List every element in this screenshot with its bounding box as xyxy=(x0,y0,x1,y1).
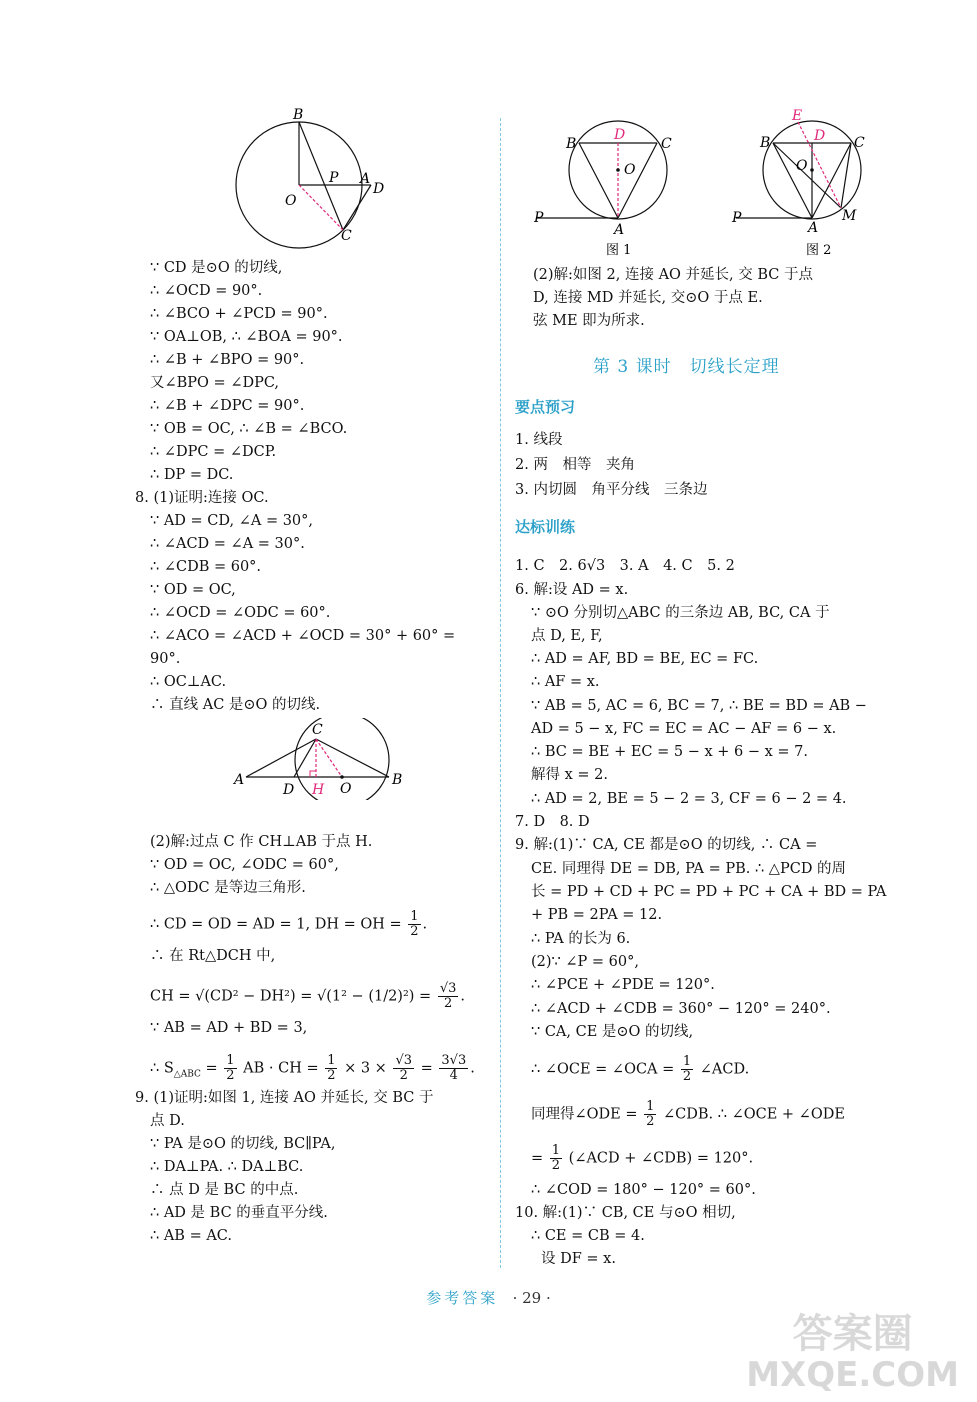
text-line: + PB = 2PA = 12. xyxy=(531,907,663,923)
watermark xyxy=(746,1312,959,1394)
text-line: ∴ ∠DPC = ∠DCP. xyxy=(150,444,277,460)
text-line: ∵ OB = OC, ∴ ∠B = ∠BCO. xyxy=(150,421,348,437)
text-line: (2)∵ ∠P = 60°, xyxy=(531,954,639,970)
text-line: ∵ AB = 5, AC = 6, BC = 7, ∴ BE = BD = AB − xyxy=(531,698,867,714)
label-P: P xyxy=(732,210,742,226)
label-A: A xyxy=(360,171,371,187)
label-D: D xyxy=(373,181,385,197)
text-line: ∴ CD = OD = AD = 1, DH = OH = $\frac{1}{2}$ . xyxy=(150,909,428,939)
footer-label: 参考答案 xyxy=(426,1289,499,1307)
figure-1 xyxy=(528,118,688,260)
text-line xyxy=(531,1144,753,1173)
caption: 图 1 xyxy=(606,243,632,258)
text-line: ∵ AD = CD, ∠A = 30°, xyxy=(150,513,314,529)
label-E: E xyxy=(792,108,803,124)
label-D: D xyxy=(614,127,626,143)
denominator: 2 xyxy=(646,1114,655,1129)
text-line: ∴ △ODC 是等边三角形. xyxy=(150,880,306,896)
text-line: ∴ 点 D 是 BC 的中点. xyxy=(150,1182,299,1198)
text-line: 点 D. xyxy=(150,1113,185,1129)
text-line: 解得 x = 2. xyxy=(531,767,608,783)
sum-eq: = xyxy=(531,1150,544,1167)
label-A: A xyxy=(234,772,245,788)
label-A: A xyxy=(614,222,625,238)
text-line: ∴ AD 是 BC 的垂直平分线. xyxy=(150,1205,328,1221)
text-line: AD = 5 − x, FC = EC = AC − AF = 6 − x. xyxy=(531,721,837,737)
text-line: 3. 内切圆 角平分线 三条边 xyxy=(515,482,708,498)
label-C: C xyxy=(854,135,865,151)
text-line: ∴ ∠ACO = ∠ACD + ∠OCD = 30° + 60° = xyxy=(150,628,456,644)
label-O: O xyxy=(796,158,808,174)
text-line: 9. (1)证明:如图 1, 连接 AO 并延长, 交 BC 于 xyxy=(135,1090,434,1106)
text-line: ∵ OD = OC, ∠ODC = 60°, xyxy=(150,857,339,873)
text-line: ∴ AD = AF, BD = BE, EC = FC. xyxy=(531,651,759,667)
section-title-preview: 要点预习 xyxy=(515,398,576,416)
text-line: ∴ CE = CB = 4. xyxy=(531,1228,645,1244)
text-line: 点 D, E, F, xyxy=(531,628,603,644)
text-line: ∴ PA 的长为 6. xyxy=(531,931,631,947)
text-line: ∵ CA, CE 是⊙O 的切线, xyxy=(531,1024,694,1040)
fraction xyxy=(550,1144,562,1173)
denominator: 2 xyxy=(682,1069,692,1084)
text-line: 8. (1)证明:连接 OC. xyxy=(135,490,269,506)
text-line: 9. 解:(1)∵ CA, CE 都是⊙O 的切线, ∴ CA = xyxy=(515,837,818,853)
text-line: (2)解:如图 2, 连接 AO 并延长, 交 BC 于点 xyxy=(533,267,814,283)
text-line: CH = √(CD² − DH²) = √(1² − (1/2)²) = $\frac{√3}{2}$ . xyxy=(150,981,465,1011)
text-line: ∵ OA⊥OB, ∴ ∠BOA = 90°. xyxy=(150,329,343,345)
s-eq2: = xyxy=(420,1060,433,1077)
s-label: ∴ S xyxy=(150,1060,174,1077)
text-line: ∴ ∠OCD = ∠ODC = 60°. xyxy=(150,605,331,621)
numerator: 3√3 xyxy=(441,1053,467,1068)
label-D: D xyxy=(283,782,295,798)
figure-2 xyxy=(728,108,878,260)
watermark-top: 答案圈 xyxy=(792,1311,913,1357)
oce-tail: ∠ACD. xyxy=(699,1061,750,1078)
page-number: · 29 · xyxy=(512,1289,551,1307)
text-line: ∵ PA 是⊙O 的切线, BC∥PA, xyxy=(150,1136,336,1152)
text-line: D, 连接 MD 并延长, 交⊙O 于点 E. xyxy=(533,290,763,306)
watermark-bottom: MXQE.COM xyxy=(746,1355,959,1395)
fraction xyxy=(644,1100,656,1129)
text-line: ∴ ∠B + ∠DPC = 90°. xyxy=(150,398,305,414)
ode-tail: ∠CDB. ∴ ∠OCE + ∠ODE xyxy=(663,1106,845,1123)
fraction xyxy=(438,982,459,1011)
section-title-training: 达标训练 xyxy=(515,518,576,536)
text-line: ∴ AD = 2, BE = 5 − 2 = 3, CF = 6 − 2 = 4. xyxy=(531,791,847,807)
label-O: O xyxy=(285,193,297,209)
text-line: ∴ ∠PCE + ∠PDE = 120°. xyxy=(531,977,715,993)
label-M: M xyxy=(842,208,857,224)
ch-label: CH = xyxy=(150,988,191,1005)
text-line: 长 = PD + CD + PC = PD + PC + CA + BD = PA xyxy=(531,884,887,900)
text-line: ∴ $S_{\triangle ABC}$ = $\frac{1}{2}$ AB · CH = $\frac{1}{2}$ × 3 × $\frac{√3}{2}$ = $\frac{3√3}{4}$ . xyxy=(150,1053,475,1083)
text-line: ∴ AF = x. xyxy=(531,674,600,690)
text-line: ∴ ∠ACD + ∠CDB = 360° − 120° = 240°. xyxy=(531,1001,831,1017)
text-line: 7. D 8. D xyxy=(515,814,590,830)
label-A: A xyxy=(808,220,819,236)
oce-text: ∴ ∠OCE = ∠OCA = xyxy=(531,1061,675,1078)
numerator: √3 xyxy=(395,1053,413,1068)
label-O: O xyxy=(624,162,636,178)
numerator: 1 xyxy=(410,909,419,924)
fraction xyxy=(681,1055,693,1084)
text-line: ∵ ⊙O 分别切△ABC 的三条边 AB, BC, CA 于 xyxy=(531,605,830,621)
numerator: 1 xyxy=(327,1053,336,1068)
text-line xyxy=(531,1055,749,1084)
text-line: ∴ 在 Rt△DCH 中, xyxy=(150,948,276,964)
s-eq: AB · CH = xyxy=(243,1060,319,1077)
figure-circle-tangent-1 xyxy=(225,108,395,253)
text-line: ∵ CD 是⊙O 的切线, xyxy=(150,260,283,276)
label-C: C xyxy=(661,136,672,152)
text-line: ∴ 直线 AC 是⊙O 的切线. xyxy=(150,697,321,713)
s-tail: × 3 × xyxy=(344,1060,387,1077)
ode-text: 同理得∠ODE = xyxy=(531,1106,638,1123)
denominator: 2 xyxy=(410,924,419,939)
text-line: 1. C 2. 6√3 3. A 4. C 5. 2 xyxy=(515,558,735,574)
text-line: 10. 解:(1)∵ CB, CE 与⊙O 相切, xyxy=(515,1205,736,1221)
figure-circle-tangent-2 xyxy=(228,718,418,800)
label-B: B xyxy=(566,136,577,152)
caption: 图 2 xyxy=(806,243,832,258)
text-line: ∴ BC = BE + EC = 5 − x + 6 − x = 7. xyxy=(531,744,808,760)
text-line: 2. 两 相等 夹角 xyxy=(515,457,635,473)
denominator: 2 xyxy=(443,996,453,1011)
label-C: C xyxy=(312,722,323,738)
label-H: H xyxy=(312,782,325,798)
fraction xyxy=(439,1054,468,1083)
text-line: CE. 同理得 DE = DB, PA = PB. ∴ △PCD 的周 xyxy=(531,861,847,877)
label-B: B xyxy=(293,108,304,123)
denominator: 2 xyxy=(551,1158,561,1173)
label-P: P xyxy=(534,210,544,226)
text-line: ∵ AB = AD + BD = 3, xyxy=(150,1020,308,1036)
text-line: ∴ ∠ACD = ∠A = 30°. xyxy=(150,536,305,552)
denominator: 2 xyxy=(399,1068,408,1083)
text-line: ∴ DP = DC. xyxy=(150,467,234,483)
numerator: 1 xyxy=(646,1099,655,1114)
fraction xyxy=(408,910,420,939)
fraction xyxy=(325,1054,337,1083)
label-O: O xyxy=(340,781,352,797)
text-line: ∴ ∠OCD = 90°. xyxy=(150,283,263,299)
text-line: ∴ AB = AC. xyxy=(150,1228,232,1244)
numerator: 1 xyxy=(551,1143,561,1158)
text-line: 设 DF = x. xyxy=(541,1251,616,1267)
ch-expression: √(CD² − DH²) = √(1² − (1/2)²) = xyxy=(195,988,432,1005)
denominator: 2 xyxy=(226,1068,235,1083)
numerator: 1 xyxy=(226,1053,235,1068)
label-C: C xyxy=(341,228,352,244)
sum-tail: (∠ACD + ∠CDB) = 120°. xyxy=(568,1150,754,1167)
fraction xyxy=(393,1054,414,1083)
text-line xyxy=(531,1100,845,1129)
label-P: P xyxy=(329,170,339,186)
text-line: ∴ ∠B + ∠BPO = 90°. xyxy=(150,352,305,368)
column-divider xyxy=(500,118,501,1268)
text-line: 6. 解:设 AD = x. xyxy=(515,582,629,598)
text-line: ∴ ∠CDB = 60°. xyxy=(150,559,262,575)
text-line: 90°. xyxy=(150,651,181,667)
numerator: √3 xyxy=(439,981,457,996)
text-line: ∴ DA⊥PA. ∴ DA⊥BC. xyxy=(150,1159,304,1175)
page-footer xyxy=(0,1287,977,1308)
label-B: B xyxy=(392,772,403,788)
text-line: 弦 ME 即为所求. xyxy=(533,313,645,329)
text-line: 又∠BPO = ∠DPC, xyxy=(150,375,280,391)
numerator: 1 xyxy=(682,1054,692,1069)
cd-text: ∴ CD = OD = AD = 1, DH = OH = xyxy=(150,916,402,933)
label-B: B xyxy=(760,135,771,151)
lesson-title: 第 3 课时 切线长定理 xyxy=(593,357,780,377)
fraction xyxy=(224,1054,236,1083)
label-D: D xyxy=(814,128,826,144)
text-line: ∴ ∠COD = 180° − 120° = 60°. xyxy=(531,1182,756,1198)
text-line: ∴ ∠BCO + ∠PCD = 90°. xyxy=(150,306,328,322)
denominator: 2 xyxy=(327,1068,336,1083)
text-line: 1. 线段 xyxy=(515,432,563,448)
s-subscript: △ABC xyxy=(173,1069,201,1080)
denominator: 4 xyxy=(449,1068,458,1083)
text-line: ∴ OC⊥AC. xyxy=(150,674,227,690)
text-line: (2)解:过点 C 作 CH⊥AB 于点 H. xyxy=(150,834,373,850)
text-line: ∵ OD = OC, xyxy=(150,582,236,598)
